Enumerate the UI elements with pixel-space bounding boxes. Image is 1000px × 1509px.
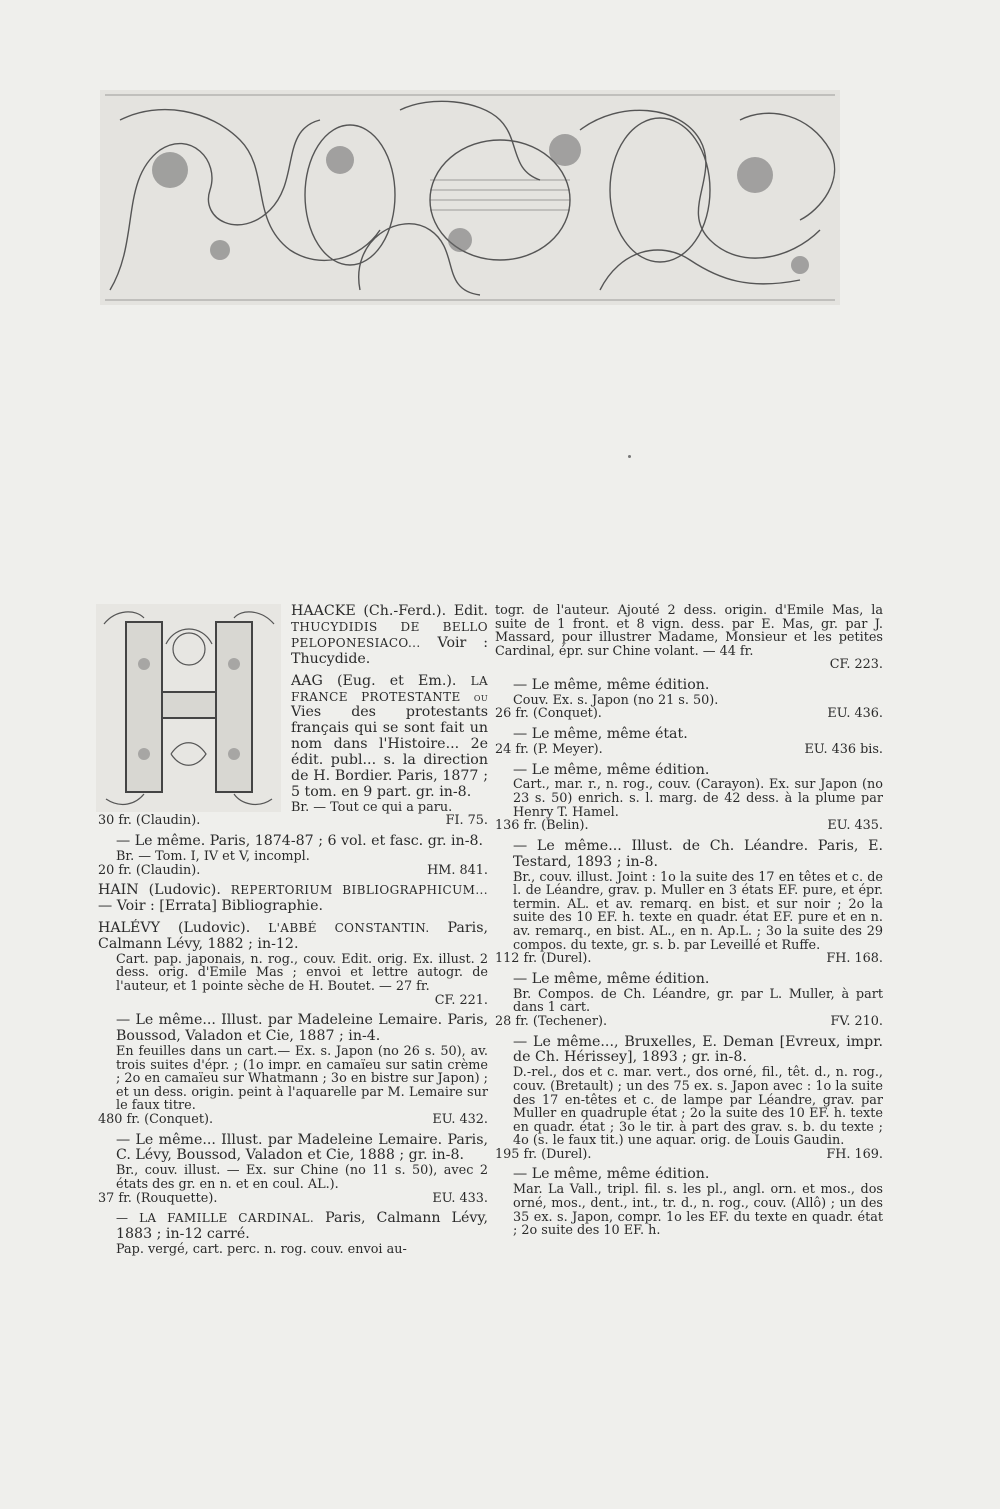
entry-price-row (495, 743, 883, 757)
entry-title: REPERTORIUM BIBLIOGRAPHICUM... (230, 883, 488, 898)
entry-text: Vies des protestants français qui se sont fait un nom dans l'Histoire... 2e édit. publ... s. la direction de H. Bordier. Paris, 1877 ; 5 tom. en 9 part. gr. in-8. (291, 704, 488, 800)
left-column (98, 604, 488, 1263)
ornamental-initial-h (96, 604, 281, 812)
entry-meme-3 (495, 763, 883, 833)
entry-price-row (495, 707, 883, 721)
entry-text: — Le même, même édition. (513, 1166, 710, 1183)
entry-reference: FH. 168. (826, 951, 883, 967)
entry-price: 28 fr. (Techener). (495, 1013, 608, 1029)
entry-title: L'ABBÉ CONSTANTIN. (268, 920, 430, 935)
ornamental-headpiece (100, 90, 840, 305)
entry-note: Mar. La Vall., tripl. fil. s. les pl., angl. orn. et mos., dos orné, mos., dent., int., tr. d., n. rog., couv. (Allô) ; un des 35 ex. s. Japon, compr. 1o les EF. du texte en quadr. état ; 2o suite des 10 EF. h. (513, 1182, 883, 1239)
entry-see-also: — Voir : [Errata] Bibliographie. (98, 898, 324, 915)
entry-price: 30 fr. (Claudin). (98, 813, 201, 829)
entry-meme-6 (495, 1035, 883, 1162)
entry-note: Cart. pap. japonais, n. rog., couv. Edit. orig. Ex. illust. 2 dess. orig. d'Emile Mas ; envoi et lettre autogr. de l'auteur, et 1 pointe sèche de H. Boutet. — 27 fr. (116, 951, 488, 994)
entry-reference: FI. 75. (445, 813, 488, 829)
entry-price-row (98, 1192, 488, 1206)
entry-meme-7 (495, 1167, 883, 1237)
entry-reference: FV. 210. (830, 1013, 883, 1029)
entry-text: — Le même, même état. (513, 726, 688, 743)
entry-price-row (495, 658, 883, 672)
entry-text: — Le même, même édition. (513, 970, 710, 987)
entry-text: — Le même, même édition. (513, 676, 710, 693)
entry-hain (98, 883, 488, 915)
entry-price-row (495, 1015, 883, 1029)
entry-note: Br. Compos. de Ch. Léandre, gr. par L. Muller, à part dans 1 cart. (513, 986, 883, 1016)
entry-price-row (495, 952, 883, 966)
entry-price: 26 fr. (Conquet). (495, 706, 602, 722)
entry-halevy-2 (98, 1013, 488, 1126)
entry-reference: CF. 223. (829, 657, 883, 673)
entry-price: 24 fr. (P. Meyer). (495, 741, 603, 757)
entry-heading: HAIN (Ludovic). (98, 882, 221, 899)
entry-note: Br., couv. illust. — Ex. sur Chine (no 11 s. 50), avec 2 états des gr. en n. et en coul. AL.). (116, 1163, 488, 1192)
entry-heading: AAG (Eug. et Em.). (291, 672, 457, 689)
entry-text: — Le même... Illust. par Madeleine Lemaire. Paris, Boussod, Valadon et Cie, 1887 ; in-4. (116, 1012, 488, 1045)
entry-meme-2 (495, 727, 883, 757)
entry-halevy (98, 921, 488, 1007)
entry-reference: EU. 433. (432, 1190, 488, 1206)
entry-text: — Le même... Illust. de Ch. Léandre. Paris, E. Testard, 1893 ; in-8. (513, 837, 883, 870)
entry-note: Pap. vergé, cart. perc. n. rog. couv. envoi au- (116, 1241, 407, 1257)
entry-price: 480 fr. (Conquet). (98, 1111, 214, 1127)
entry-reference: HM. 841. (427, 862, 488, 878)
entry-price: 136 fr. (Belin). (495, 818, 589, 834)
entry-reference: EU. 435. (827, 818, 883, 834)
entry-price-row (98, 864, 488, 878)
entry-price-row (98, 994, 488, 1008)
entry-meme-5 (495, 972, 883, 1029)
entry-note: Br. — Tout ce qui a paru. (291, 799, 453, 815)
entry-meme-1 (495, 678, 883, 721)
entry-title: — LA FAMILLE CARDINAL. (116, 1211, 315, 1226)
entry-see-also: Voir : Thucydide. (291, 634, 488, 667)
entry-price-row (98, 1113, 488, 1127)
entry-text: — Le même... Illust. par Madeleine Lemaire. Paris, C. Lévy, Boussod, Valadon et Cie, 1888 ; gr. in-8. (116, 1131, 488, 1164)
ink-speck (628, 455, 631, 458)
entry-text: Paris, Calmann Lévy, 1883 ; in-12 carré. (116, 1210, 488, 1243)
entry-famille-cardinal (98, 1211, 488, 1256)
entry-text: — Le même. Paris, 1874-87 ; 6 vol. et fasc. gr. in-8. (116, 833, 484, 850)
right-column (495, 604, 883, 1244)
entry-price-row (98, 814, 488, 828)
entry-heading: HAACKE (Ch.-Ferd.). (291, 603, 447, 619)
entry-price: 37 fr. (Rouquette). (98, 1190, 218, 1206)
entry-title: LA FRANCE PROTESTANTE ou (291, 673, 489, 704)
entry-note: Br., couv. illust. Joint : 1o la suite des 17 en têtes et c. de l. de Léandre, grav. p. Muller en 3 états EF. pure, et épr. termin. AL. et av. remarq. en bist. et sur noir ; 2o la suite des 10 EF. h. texte en quadr. état EF. pure et en n. av. remarq., en bist. AL., en n. Ap.L. ; 3o la suite des 29 compos. du texte, gr. s. b. par Leveillé et Ruffe. (513, 869, 883, 953)
entry-price: 20 fr. (Claudin). (98, 862, 201, 878)
entry-price: 195 fr. (Durel). (495, 1146, 592, 1162)
entry-heading-line (98, 1211, 488, 1243)
entry-heading: HALÉVY (Ludovic). (98, 919, 251, 936)
entry-halevy-3 (98, 1133, 488, 1206)
entry-reference: EU. 436 bis. (804, 741, 883, 757)
entry-price: 112 fr. (Durel). (495, 951, 592, 967)
entry-text: — Le même, même édition. (513, 761, 710, 778)
entry-price-row (495, 1148, 883, 1162)
entry-text: — Le même..., Bruxelles, E. Deman [Evreux, impr. de Ch. Hérissey], 1893 ; gr. in-8. (513, 1033, 883, 1066)
entry-reference: CF. 221. (434, 992, 488, 1008)
entry-meme-4 (495, 839, 883, 966)
entry-haag-2 (98, 834, 488, 877)
entry-note: Cart., mar. r., n. rog., couv. (Carayon). Ex. sur Japon (no 23 s. 50) enrich. s. l. marg. de 42 dess. à la plume par Henry T. Hamel. (513, 777, 883, 820)
entry-title: THUCYDIDIS DE BELLO PELOPONESIACO... (291, 619, 488, 650)
entry-continued (495, 604, 883, 672)
entry-heading-rest: Edit. (453, 603, 488, 619)
entry-note: D.-rel., dos et c. mar. vert., dos orné, fil., têt. d., n. rog., couv. (Bretault) ; un des 75 ex. s. Japon avec : 1o la suite des 17 en-têtes et c. de lampe par Léandre, grav. par Muller en quadruple état ; 2o la suite des 10 EF. h. texte en quadr. état ; 3o le tir. à part des grav. s. b. du texte ; 4o (s. le faux tit.) une aquar. orig. de Louis Gaudin. (513, 1065, 883, 1149)
entry-note: togr. de l'auteur. Ajouté 2 dess. origin. d'Emile Mas, la suite de 1 front. et 8 vign. dess. par E. Mas, gr. par J. Massard, pour illustrer Madame, Monsieur et les petites Cardinal, épr. sur Chine volant. — 44 fr. (495, 603, 883, 659)
entry-note: En feuilles dans un cart.— Ex. s. Japon (no 26 s. 50), av. trois suites d'épr. ; (1o impr. en camaïeu sur satin crème ; 2o en camaïeu sur Whatmann ; 3o en bistre sur Japon) ; et un dess. origin. peint à l'aquarelle par M. Lemaire sur le faux titre. (116, 1043, 488, 1114)
entry-reference: FH. 169. (826, 1146, 883, 1162)
entry-price-row (495, 819, 883, 833)
entry-text: Paris, Calmann Lévy, 1882 ; in-12. (98, 919, 488, 952)
entry-note: Couv. Ex. s. Japon (no 21 s. 50). (513, 692, 719, 708)
entry-note: Br. — Tom. I, IV et V, incompl. (116, 848, 310, 864)
entry-reference: EU. 436. (827, 706, 883, 722)
entry-reference: EU. 432. (432, 1111, 488, 1127)
